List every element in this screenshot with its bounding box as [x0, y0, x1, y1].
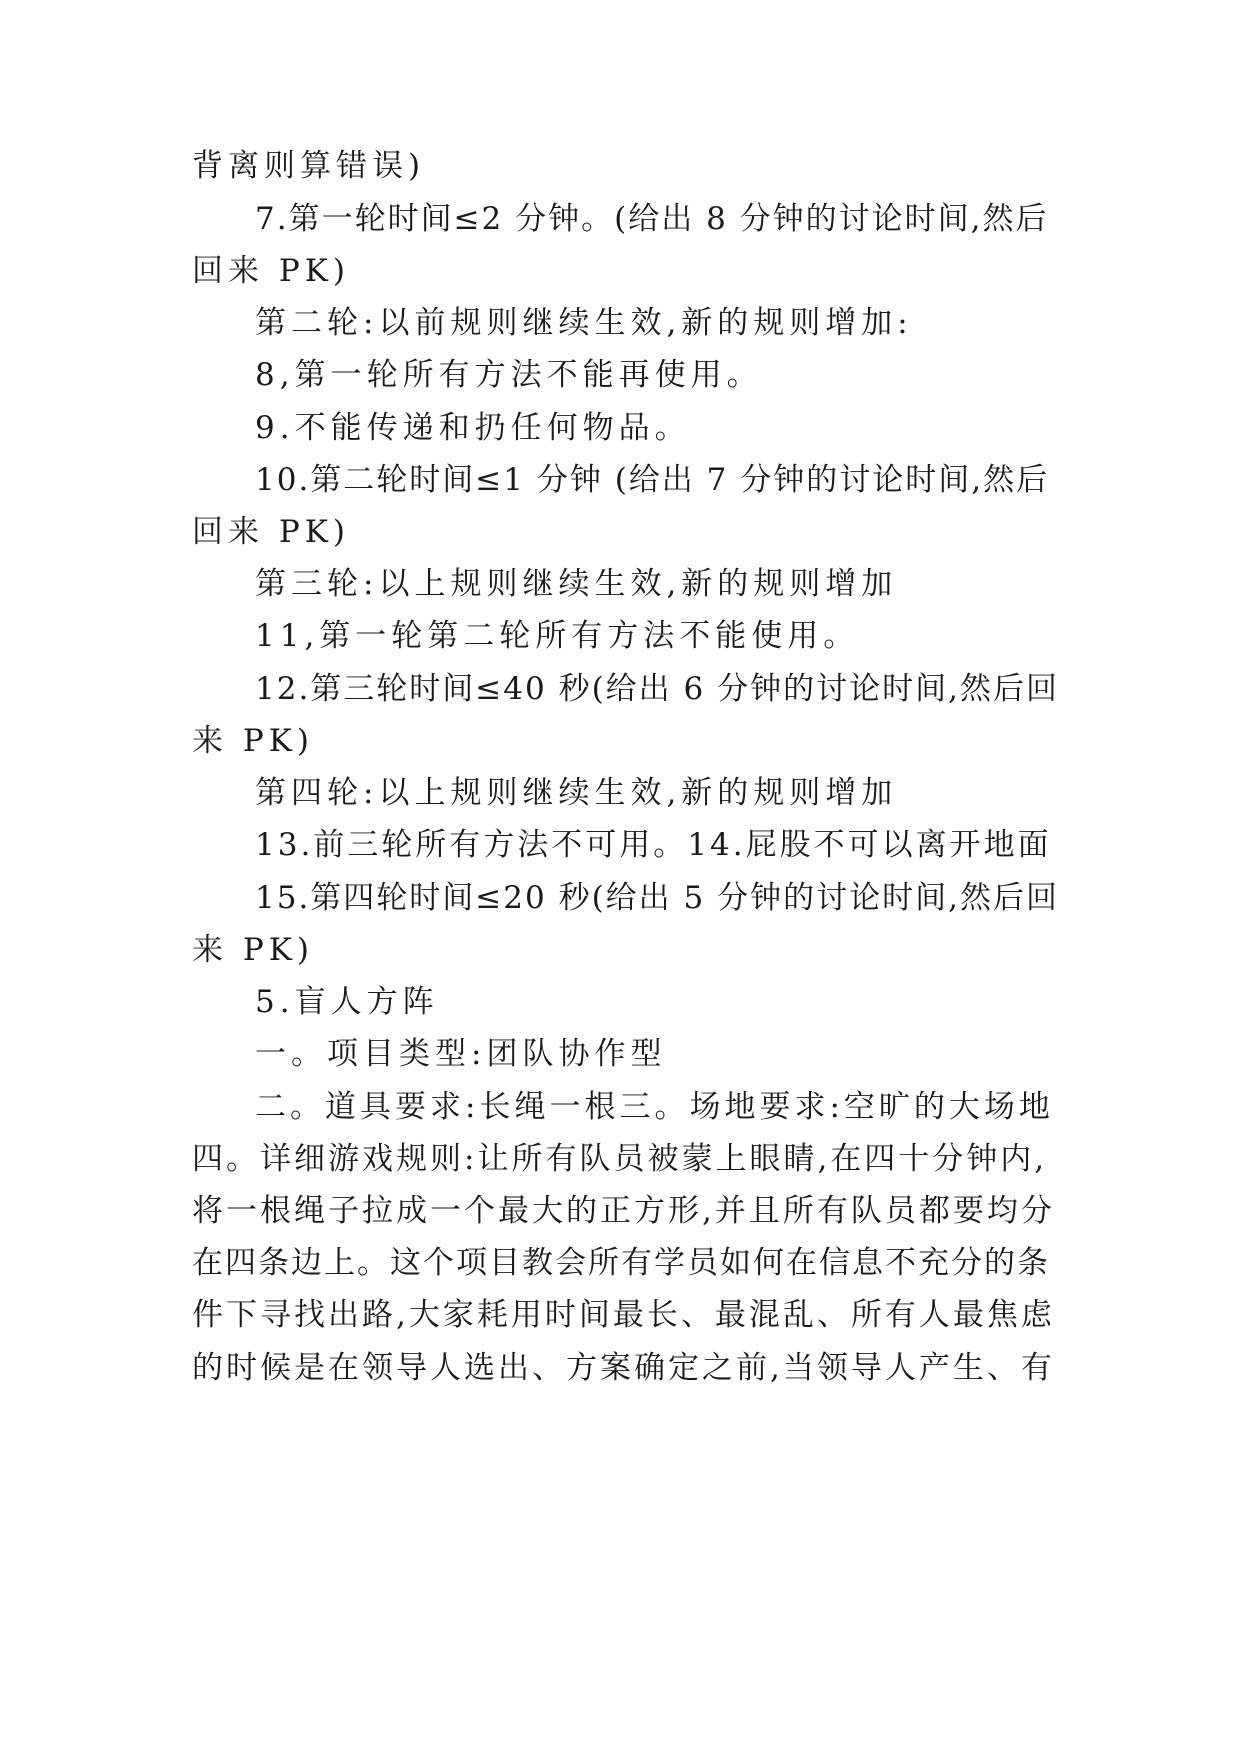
text-line: 9.不能传递和扔任何物品。: [255, 410, 691, 446]
text-line: 第四轮:以上规则继续生效,新的规则增加: [255, 775, 898, 811]
text-line: 回来 PK): [192, 253, 350, 289]
text-line: 第二轮:以前规则继续生效,新的规则增加:: [255, 305, 913, 341]
text-line: 第三轮:以上规则继续生效,新的规则增加: [255, 566, 898, 602]
text-line: 回来 PK): [192, 514, 350, 550]
text-line: 将一根绳子拉成一个最大的正方形,并且所有队员都要均分: [192, 1193, 1055, 1229]
text-line: 背离则算错误): [192, 148, 426, 184]
text-line: 四。详细游戏规则:让所有队员被蒙上眼睛,在四十分钟内,: [192, 1141, 1048, 1177]
text-line: 一。项目类型:团队协作型: [255, 1036, 667, 1072]
section-heading: 5.盲人方阵: [255, 984, 439, 1020]
text-line: 10.第二轮时间≤1 分钟 (给出 7 分钟的讨论时间,然后: [255, 462, 1050, 498]
text-line: 12.第三轮时间≤40 秒(给出 6 分钟的讨论时间,然后回: [255, 671, 1059, 707]
text-line: 件下寻找出路,大家耗用时间最长、最混乱、所有人最焦虑: [192, 1297, 1055, 1333]
text-line: 在四条边上。这个项目教会所有学员如何在信息不充分的条: [192, 1245, 1050, 1281]
text-line: 来 PK): [192, 932, 314, 968]
text-line: 的时候是在领导人选出、方案确定之前,当领导人产生、有: [192, 1350, 1055, 1386]
text-line: 7.第一轮时间≤2 分钟。(给出 8 分钟的讨论时间,然后: [255, 201, 1049, 237]
text-line: 11,第一轮第二轮所有方法不能使用。: [255, 618, 860, 654]
text-line: 来 PK): [192, 723, 314, 759]
text-line: 二。道具要求:长绳一根三。场地要求:空旷的大场地: [255, 1089, 1054, 1125]
text-line: 8,第一轮所有方法不能再使用。: [255, 357, 763, 393]
text-line: 13.前三轮所有方法不可用。14.屁股不可以离开地面: [255, 827, 1052, 863]
text-line: 15.第四轮时间≤20 秒(给出 5 分钟的讨论时间,然后回: [255, 880, 1059, 916]
